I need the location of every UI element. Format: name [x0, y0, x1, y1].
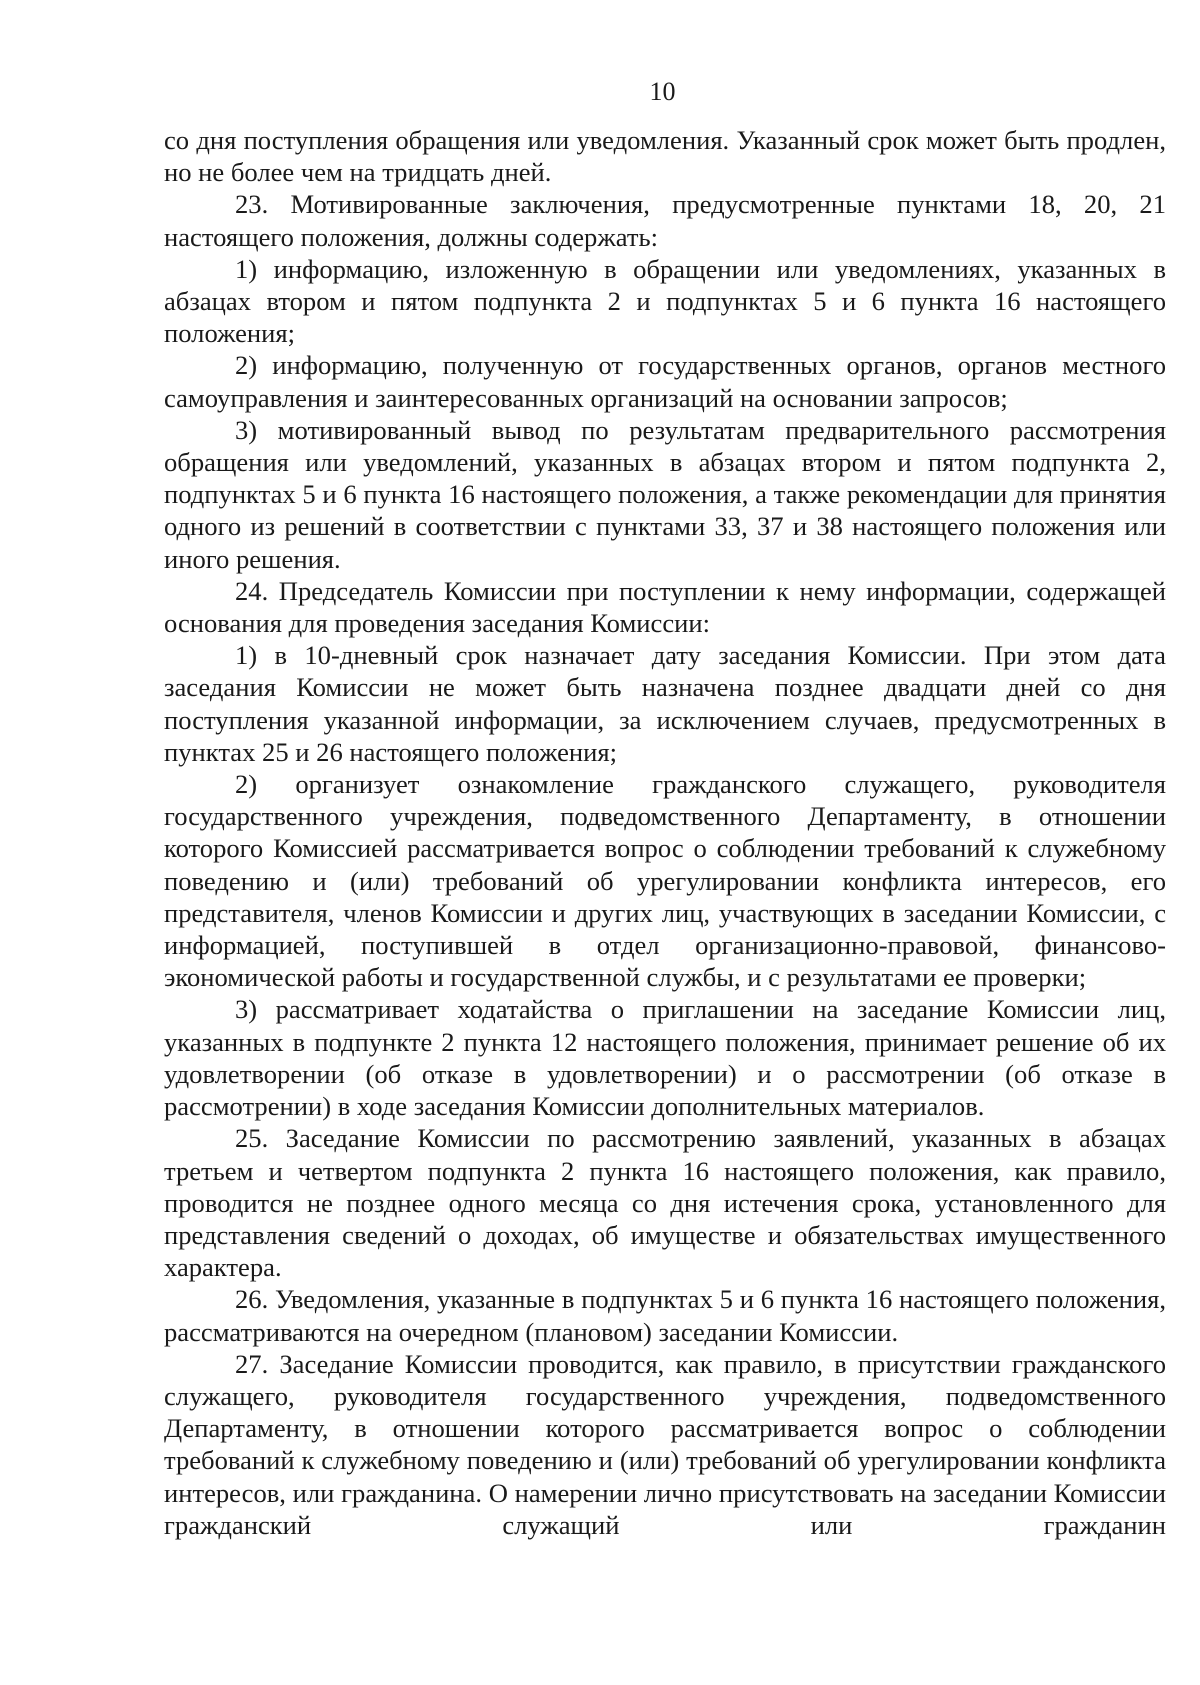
paragraph-continuation: со дня поступления обращения или уведомления. Указанный срок может быть продлен, но не более чем на тридцать дней.: [164, 125, 1166, 188]
paragraph-item-25: 25. Заседание Комиссии по рассмотрению заявлений, указанных в абзацах третьем и четвертом подпункта 2 пункта 16 настоящего положения, как правило, проводится не позднее одного месяца со дня истечения срока, установленного для представления сведений о доходах, об имуществе и обязательствах имущественного характера.: [164, 1123, 1166, 1283]
paragraph-item-24-2: 2) организует ознакомление гражданского служащего, руководителя государственного учреждения, подведомственного Департаменту, в отношении которого Комиссией рассматривается вопрос о соблюдении требований к служебному поведению и (или) требований об урегулировании конфликта интересов, его представителя, членов Комиссии и других лиц, участвующих в заседании Комиссии, с информацией, поступившей в отдел организационно-правовой, финансово-экономической работы и государственной службы, и с результатами ее проверки;: [164, 769, 1166, 993]
document-body: [164, 124, 1166, 1541]
paragraph-item-24-3: 3) рассматривает ходатайства о приглашении на заседание Комиссии лиц, указанных в подпункте 2 пункта 12 настоящего положения, принимает решение об их удовлетворении (об отказе в удовлетворении) и о рассмотрении (об отказе в рассмотрении) в ходе заседания Комиссии дополнительных материалов.: [164, 994, 1166, 1122]
paragraph-item-23-3: 3) мотивированный вывод по результатам предварительного рассмотрения обращения или уведомлений, указанных в абзацах втором и пятом подпункта 2, подпунктах 5 и 6 пункта 16 настоящего положения, а также рекомендации для принятия одного из решений в соответствии с пунктами 33, 37 и 38 настоящего положения или иного решения.: [164, 414, 1166, 574]
paragraph-item-26: 26. Уведомления, указанные в подпунктах 5 и 6 пункта 16 настоящего положения, рассматриваются на очередном (плановом) заседании Комиссии.: [164, 1284, 1166, 1347]
paragraph-item-24: 24. Председатель Комиссии при поступлении к нему информации, содержащей основания для проведения заседания Комиссии:: [164, 575, 1166, 639]
paragraph-item-23: 23. Мотивированные заключения, предусмотренные пунктами 18, 20, 21 настоящего положения, должны содержать:: [164, 189, 1166, 252]
paragraph-item-23-2: 2) информацию, полученную от государственных органов, органов местного самоуправления и заинтересованных организаций на основании запросов;: [164, 350, 1166, 413]
page-number: 10: [649, 77, 676, 106]
paragraph-item-24-1: 1) в 10-дневный срок назначает дату заседания Комиссии. При этом дата заседания Комиссии не может быть назначена позднее двадцати дней со дня поступления указанной информации, за исключением случаев, предусмотренных в пунктах 25 и 26 настоящего положения;: [164, 640, 1166, 767]
paragraph-item-23-1: 1) информацию, изложенную в обращении или уведомлениях, указанных в абзацах втором и пятом подпункта 2 и подпунктах 5 и 6 пункта 16 настоящего положения;: [164, 253, 1166, 349]
paragraph-item-27: 27. Заседание Комиссии проводится, как правило, в присутствии гражданского служащего, руководителя государственного учреждения, подведомственного Департаменту, в отношении которого рассматривается вопрос о соблюдении требований к служебному поведению и (или) требований об урегулировании конфликта интересов, или гражданина. О намерении лично присутствовать на заседании Комиссии гражданский служащий или гражданин: [164, 1348, 1166, 1540]
